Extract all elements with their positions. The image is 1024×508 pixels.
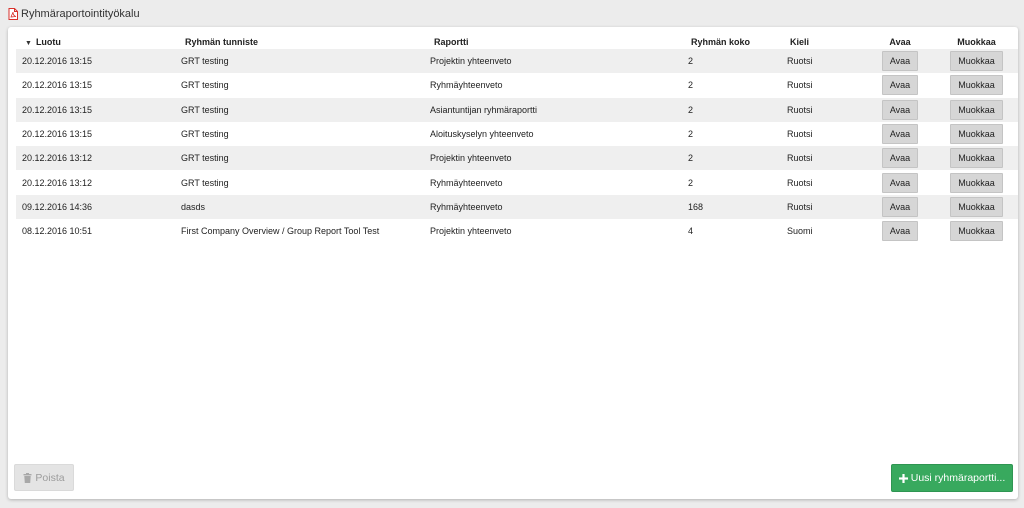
table-row[interactable] <box>16 195 1018 219</box>
report-table <box>16 35 1018 243</box>
cell-open <box>865 122 935 146</box>
cell-language: Ruotsi <box>787 129 813 140</box>
cell-group-id: First Company Overview / Group Report Tool Test <box>181 226 380 237</box>
cell-language: Ruotsi <box>775 195 865 219</box>
cell-edit <box>935 49 1018 73</box>
cell-report: Ryhmäyhteenveto <box>430 177 503 188</box>
open-report-button[interactable]: Avaa <box>882 51 918 71</box>
cell-report: Projektin yhteenveto <box>424 146 676 170</box>
edit-report-button[interactable]: Muokkaa <box>950 148 1003 168</box>
cell-group-id: GRT testing <box>175 49 424 73</box>
open-report-button[interactable]: Avaa <box>882 100 918 120</box>
cell-group-size: 2 <box>688 177 694 188</box>
pdf-file-icon <box>8 8 18 20</box>
sort-descending-icon: ▼ <box>25 40 32 47</box>
cell-edit <box>935 219 1018 243</box>
cell-report: Projektin yhteenveto <box>424 49 676 73</box>
cell-language: Ruotsi <box>787 177 813 188</box>
cell-group-id: GRT testing <box>181 80 229 91</box>
edit-report-button[interactable]: Muokkaa <box>950 100 1003 120</box>
table-row[interactable] <box>16 122 1018 146</box>
report-list-panel <box>8 27 1018 499</box>
cell-report: Ryhmäyhteenveto <box>430 80 503 91</box>
column-header-group-size[interactable]: Ryhmän koko <box>691 37 751 47</box>
edit-report-button[interactable]: Muokkaa <box>950 197 1003 217</box>
cell-open <box>865 49 935 73</box>
cell-edit <box>935 98 1018 122</box>
table-row[interactable] <box>16 170 1018 194</box>
edit-report-button[interactable]: Muokkaa <box>950 75 1003 95</box>
table-header-row <box>16 35 1018 49</box>
edit-report-button[interactable]: Muokkaa <box>950 124 1003 144</box>
new-group-report-button[interactable]: Uusi ryhmäraportti... <box>891 464 1013 492</box>
cell-group-id: GRT testing <box>181 129 229 140</box>
cell-language: Ruotsi <box>775 98 865 122</box>
cell-open <box>865 195 935 219</box>
plus-icon <box>899 474 908 483</box>
table-row[interactable] <box>16 219 1018 243</box>
cell-group-id: GRT testing <box>175 98 424 122</box>
column-header-report[interactable]: Raportti <box>434 37 469 47</box>
column-header-group-id[interactable]: Ryhmän tunniste <box>185 37 259 47</box>
cell-group-id: dasds <box>175 195 424 219</box>
cell-open <box>865 146 935 170</box>
cell-open <box>865 73 935 97</box>
cell-created: 08.12.2016 10:51 <box>22 226 93 237</box>
cell-language: Suomi <box>787 226 813 237</box>
cell-created: 09.12.2016 14:36 <box>16 195 175 219</box>
cell-open <box>865 98 935 122</box>
cell-created: 20.12.2016 13:15 <box>22 80 93 91</box>
column-header-open: Avaa <box>889 37 911 47</box>
cell-edit <box>935 146 1018 170</box>
open-report-button[interactable]: Avaa <box>882 124 918 144</box>
table-row[interactable] <box>16 146 1018 170</box>
cell-created: 20.12.2016 13:15 <box>16 49 175 73</box>
table-row[interactable] <box>16 73 1018 97</box>
edit-report-button[interactable]: Muokkaa <box>950 51 1003 71</box>
open-report-button[interactable]: Avaa <box>882 173 918 193</box>
open-report-button[interactable]: Avaa <box>882 148 918 168</box>
app-title-bar <box>8 7 140 21</box>
open-report-button[interactable]: Avaa <box>882 197 918 217</box>
edit-report-button[interactable]: Muokkaa <box>950 173 1003 193</box>
cell-report: Ryhmäyhteenveto <box>424 195 676 219</box>
cell-edit <box>935 73 1018 97</box>
cell-created: 20.12.2016 13:15 <box>16 98 175 122</box>
column-header-edit: Muokkaa <box>957 37 996 47</box>
cell-group-size: 2 <box>676 146 775 170</box>
delete-button[interactable]: Poista <box>14 464 74 491</box>
cell-language: Ruotsi <box>775 146 865 170</box>
cell-created: 20.12.2016 13:12 <box>16 146 175 170</box>
cell-group-size: 2 <box>676 49 775 73</box>
cell-report: Asiantuntijan ryhmäraportti <box>424 98 676 122</box>
cell-edit <box>935 122 1018 146</box>
cell-language: Ruotsi <box>787 80 813 91</box>
open-report-button[interactable]: Avaa <box>882 221 918 241</box>
open-report-button[interactable]: Avaa <box>882 75 918 95</box>
cell-open <box>865 219 935 243</box>
cell-language: Ruotsi <box>775 49 865 73</box>
cell-created: 20.12.2016 13:12 <box>22 177 93 188</box>
cell-group-id: GRT testing <box>181 177 229 188</box>
cell-edit <box>935 170 1018 194</box>
trash-icon <box>23 473 32 483</box>
cell-report: Aloituskyselyn yhteenveto <box>430 129 534 140</box>
cell-report: Projektin yhteenveto <box>430 226 512 237</box>
column-header-language[interactable]: Kieli <box>790 37 810 47</box>
column-header-created[interactable]: ▼ Luotu <box>25 37 61 47</box>
cell-created: 20.12.2016 13:15 <box>22 129 93 140</box>
cell-group-size: 168 <box>676 195 775 219</box>
cell-group-size: 2 <box>676 98 775 122</box>
cell-group-size: 4 <box>688 226 694 237</box>
table-row[interactable] <box>16 49 1018 73</box>
table-row[interactable] <box>16 98 1018 122</box>
cell-open <box>865 170 935 194</box>
cell-group-size: 2 <box>688 129 694 140</box>
page-title: Ryhmäraportointityökalu <box>21 8 140 20</box>
cell-edit <box>935 195 1018 219</box>
cell-group-id: GRT testing <box>175 146 424 170</box>
edit-report-button[interactable]: Muokkaa <box>950 221 1003 241</box>
cell-group-size: 2 <box>688 80 694 91</box>
